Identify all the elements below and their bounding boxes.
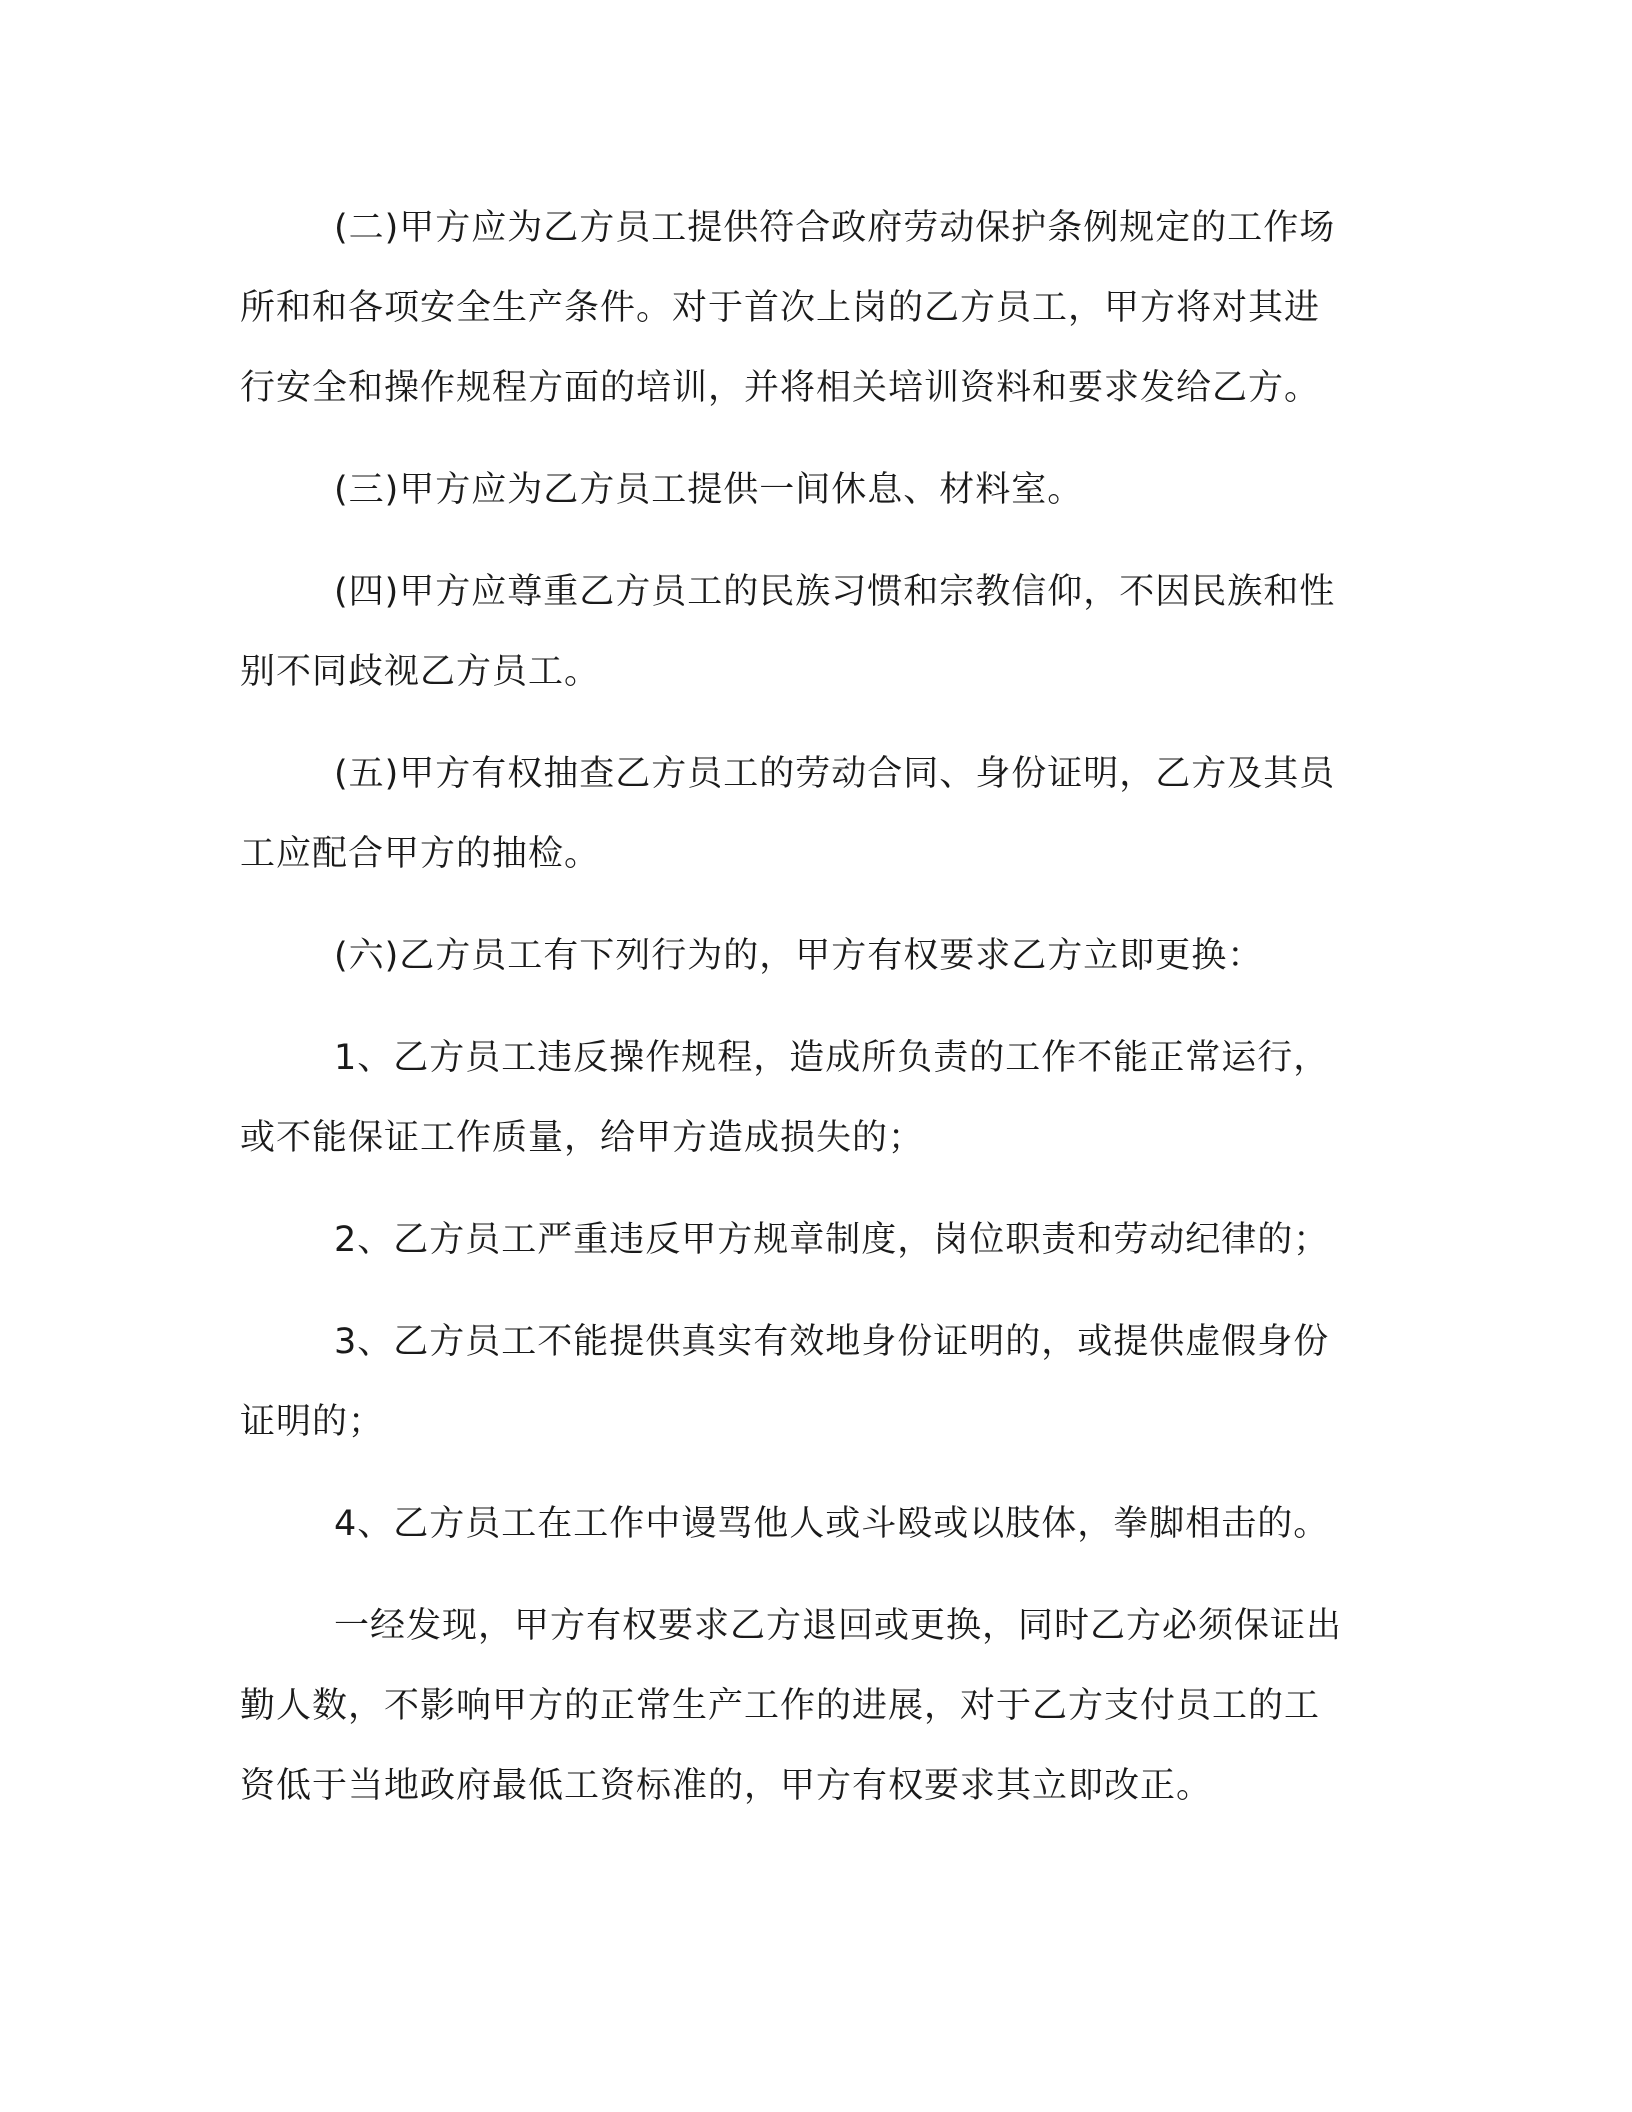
paragraph-line: 工应配合甲方的抽检。 bbox=[240, 834, 601, 874]
paragraph-line: (五)甲方有权抽查乙方员工的劳动合同、身份证明，乙方及其员 bbox=[334, 754, 1336, 794]
paragraph-line: 资低于当地政府最低工资标准的，甲方有权要求其立即改正。 bbox=[240, 1766, 1213, 1806]
paragraph-3 bbox=[240, 450, 1370, 530]
paragraph-line: 或不能保证工作质量，给甲方造成损失的； bbox=[240, 1118, 925, 1158]
paragraph-6 bbox=[240, 916, 1370, 996]
paragraph-line: (六)乙方员工有下列行为的，甲方有权要求乙方立即更换： bbox=[334, 936, 1264, 976]
paragraph-4 bbox=[240, 552, 1370, 712]
paragraph-line: (二)甲方应为乙方员工提供符合政府劳动保护条例规定的工作场 bbox=[334, 208, 1336, 248]
paragraph-line: (四)甲方应尊重乙方员工的民族习惯和宗教信仰，不因民族和性 bbox=[334, 572, 1336, 612]
paragraph-line: (三)甲方应为乙方员工提供一间休息、材料室。 bbox=[334, 470, 1084, 510]
paragraph-line: 1、乙方员工违反操作规程，造成所负责的工作不能正常运行， bbox=[334, 1038, 1330, 1078]
list-item-2 bbox=[240, 1200, 1370, 1280]
paragraph-5 bbox=[240, 734, 1370, 894]
paragraph-line: 一经发现，甲方有权要求乙方退回或更换，同时乙方必须保证出 bbox=[334, 1606, 1343, 1646]
paragraph-2 bbox=[240, 188, 1370, 428]
paragraph-line: 证明的； bbox=[240, 1402, 385, 1442]
document-body bbox=[240, 188, 1370, 1848]
paragraph-line: 行安全和操作规程方面的培训，并将相关培训资料和要求发给乙方。 bbox=[240, 368, 1321, 408]
paragraph-line: 别不同歧视乙方员工。 bbox=[240, 652, 601, 692]
paragraph-line: 勤人数，不影响甲方的正常生产工作的进展，对于乙方支付员工的工 bbox=[240, 1686, 1321, 1726]
paragraph-line: 所和和各项安全生产条件。对于首次上岗的乙方员工，甲方将对其进 bbox=[240, 288, 1321, 328]
list-item-4 bbox=[240, 1484, 1370, 1564]
list-item-1 bbox=[240, 1018, 1370, 1178]
paragraph-line: 3、乙方员工不能提供真实有效地身份证明的，或提供虚假身份 bbox=[334, 1322, 1330, 1362]
paragraph-final bbox=[240, 1586, 1370, 1826]
paragraph-line: 2、乙方员工严重违反甲方规章制度，岗位职责和劳动纪律的； bbox=[334, 1220, 1330, 1260]
paragraph-line: 4、乙方员工在工作中谩骂他人或斗殴或以肢体，拳脚相击的。 bbox=[334, 1504, 1330, 1544]
list-item-3 bbox=[240, 1302, 1370, 1462]
